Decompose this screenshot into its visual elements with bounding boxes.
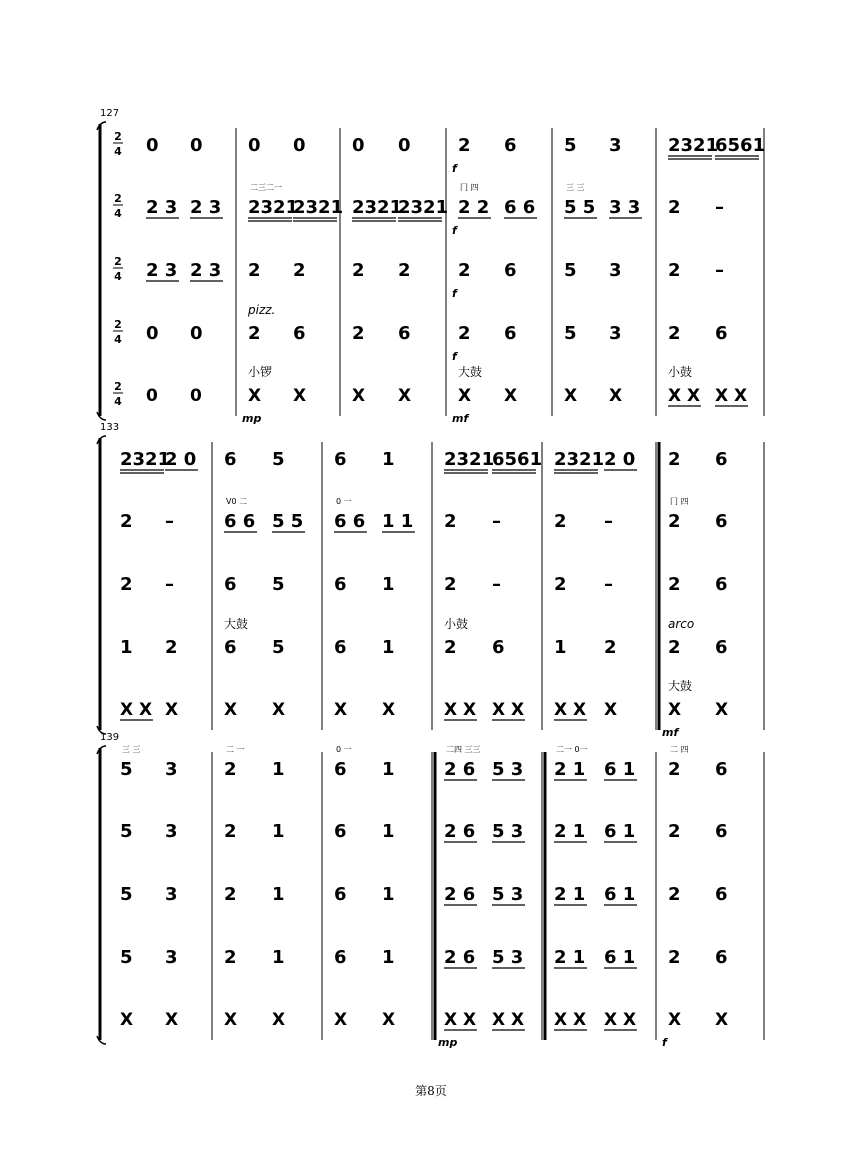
performance-text: 大鼓 [668, 679, 693, 693]
percussion-note: X [504, 386, 518, 406]
jianpu-note: – [715, 197, 724, 218]
jianpu-note: 5 [120, 947, 133, 968]
percussion-note: X [458, 386, 472, 406]
time-signature-top: 2 [114, 130, 122, 143]
jianpu-note: 1 [382, 449, 395, 470]
jianpu-note: 5 [120, 821, 133, 842]
percussion-note: X [248, 386, 262, 406]
jianpu-note: 6 [504, 135, 517, 156]
percussion-note: X [165, 700, 179, 720]
jianpu-note: 3 [609, 260, 622, 281]
time-signature-top: 2 [114, 192, 122, 205]
dynamic-mark: f [452, 350, 457, 363]
percussion-note: X [398, 386, 412, 406]
dynamic-mark: mf [452, 412, 469, 425]
jianpu-note: 2 [668, 947, 681, 968]
percussion-note: X X [492, 1010, 525, 1030]
jianpu-note: 1 [382, 574, 395, 595]
performance-text: 大鼓 [224, 617, 249, 631]
jianpu-note: 2321 [398, 197, 449, 218]
jianpu-note: 3 [165, 821, 178, 842]
dynamic-mark: f [452, 287, 457, 300]
time-signature-bottom: 4 [114, 333, 122, 346]
jianpu-note: 2 [248, 260, 261, 281]
jianpu-note: 2 6 [444, 821, 476, 842]
jianpu-note: 6 6 [224, 511, 256, 532]
fingering-mark: 二 一 [226, 745, 245, 754]
performance-text: 小锣 [248, 365, 273, 379]
jianpu-note: 6561 [492, 449, 543, 470]
dynamic-mark: mp [242, 412, 262, 425]
jianpu-note: 6 1 [604, 947, 636, 968]
dynamic-mark: f [452, 224, 457, 237]
fingering-mark: 0 一 [336, 745, 352, 754]
jianpu-note: 5 3 [492, 821, 524, 842]
jianpu-note: 2 [224, 821, 237, 842]
jianpu-note: 1 [272, 947, 285, 968]
jianpu-note: 2 1 [554, 821, 586, 842]
percussion-note: X X [715, 386, 748, 406]
percussion-note: X [382, 700, 396, 720]
jianpu-note: 6 [224, 574, 237, 595]
jianpu-note: 0 [293, 135, 306, 156]
jianpu-note: 5 [564, 135, 577, 156]
jianpu-note: 2 6 [444, 759, 476, 780]
jianpu-note: 2 [668, 197, 681, 218]
performance-text: arco [668, 617, 695, 631]
jianpu-note: 2 6 [444, 947, 476, 968]
jianpu-note: 1 [382, 821, 395, 842]
jianpu-note: 6 1 [604, 884, 636, 905]
jianpu-note: 0 [190, 323, 203, 344]
percussion-note: X [668, 700, 682, 720]
page-number: 第8页 [415, 1084, 447, 1098]
percussion-note: 0 [146, 386, 158, 406]
jianpu-note: – [165, 511, 174, 532]
jianpu-note: 5 [272, 637, 285, 658]
jianpu-note: 2 3 [190, 260, 222, 281]
jianpu-note: 2 [224, 884, 237, 905]
jianpu-note: 2 0 [165, 449, 197, 470]
jianpu-note: 5 5 [564, 197, 596, 218]
fingering-mark: 冂 四 [460, 183, 479, 192]
jianpu-note: 1 [272, 821, 285, 842]
percussion-note: X X [444, 700, 477, 720]
jianpu-note: 2 [554, 511, 567, 532]
jianpu-note: 3 3 [609, 197, 641, 218]
jianpu-note: 1 [382, 947, 395, 968]
measure-number: 127 [100, 108, 120, 119]
jianpu-note: 2 [120, 511, 133, 532]
jianpu-note: 6 [334, 947, 347, 968]
time-signature-top: 2 [114, 255, 122, 268]
percussion-note: X [715, 700, 729, 720]
fingering-mark: 二 四 [670, 745, 689, 754]
performance-text: pizz. [248, 303, 276, 317]
jianpu-note: 0 [248, 135, 261, 156]
jianpu-note: 2 1 [554, 947, 586, 968]
fingering-mark: 0 一 [336, 497, 352, 506]
jianpu-note: 6 [293, 323, 306, 344]
fingering-mark: 冂 四 [670, 497, 689, 506]
jianpu-note: 2321 [668, 135, 719, 156]
jianpu-note: 1 [120, 637, 133, 658]
fingering-mark: 二三二一 [250, 183, 282, 192]
jianpu-note: 6 [715, 821, 728, 842]
jianpu-note: 2 [668, 260, 681, 281]
jianpu-note: 2 [248, 323, 261, 344]
percussion-note: X [564, 386, 578, 406]
jianpu-note: – [604, 574, 613, 595]
jianpu-note: 6 [715, 637, 728, 658]
fingering-mark: 三 三 [122, 745, 141, 754]
fingering-mark: 二一 0一 [556, 745, 588, 754]
jianpu-note: 2 6 [444, 884, 476, 905]
dynamic-mark: mf [662, 726, 679, 739]
percussion-note: X [224, 700, 238, 720]
jianpu-note: 2 [668, 574, 681, 595]
jianpu-note: 2 [165, 637, 178, 658]
jianpu-note: 6 [224, 637, 237, 658]
jianpu-note: 2 3 [146, 260, 178, 281]
percussion-note: X X [444, 1010, 477, 1030]
percussion-note: X [609, 386, 623, 406]
percussion-note: X [604, 700, 618, 720]
fingering-mark: V0 二 [226, 497, 248, 506]
jianpu-note: – [604, 511, 613, 532]
jianpu-note: – [492, 574, 501, 595]
jianpu-note: 6 [334, 759, 347, 780]
percussion-note: X [293, 386, 307, 406]
jianpu-note: 6 [398, 323, 411, 344]
jianpu-note: 5 5 [272, 511, 304, 532]
jianpu-note: 2321 [444, 449, 495, 470]
jianpu-note: 6 [334, 821, 347, 842]
jianpu-note: 2 [398, 260, 411, 281]
percussion-note: X X [554, 1010, 587, 1030]
jianpu-note: 6 [715, 759, 728, 780]
jianpu-note: 1 [382, 759, 395, 780]
jianpu-note: 2 [668, 449, 681, 470]
jianpu-note: 6 [492, 637, 505, 658]
jianpu-note: 3 [165, 884, 178, 905]
jianpu-note: 5 3 [492, 884, 524, 905]
time-signature-bottom: 4 [114, 270, 122, 283]
jianpu-note: 2321 [352, 197, 403, 218]
jianpu-note: 1 [272, 884, 285, 905]
percussion-note: X X [120, 700, 153, 720]
jianpu-note: 5 [120, 759, 133, 780]
jianpu-note: 2 [458, 260, 471, 281]
time-signature-bottom: 4 [114, 145, 122, 158]
jianpu-note: 5 [120, 884, 133, 905]
jianpu-note: 6 6 [334, 511, 366, 532]
jianpu-note: 2 [668, 821, 681, 842]
jianpu-note: 6 6 [504, 197, 536, 218]
percussion-note: X [382, 1010, 396, 1030]
dynamic-mark: mp [438, 1036, 458, 1049]
jianpu-note: 2 3 [190, 197, 222, 218]
jianpu-note: 6 1 [604, 821, 636, 842]
jianpu-note: 2 [444, 637, 457, 658]
jianpu-note: 5 [564, 323, 577, 344]
jianpu-note: – [165, 574, 174, 595]
percussion-note: X [165, 1010, 179, 1030]
jianpu-note: 2 2 [458, 197, 490, 218]
percussion-note: X [668, 1010, 682, 1030]
jianpu-note: – [492, 511, 501, 532]
jianpu-note: 0 [146, 323, 159, 344]
jianpu-note: 2 [604, 637, 617, 658]
percussion-note: X X [604, 1010, 637, 1030]
jianpu-note: 6 [715, 449, 728, 470]
jianpu-note: 2 1 [554, 759, 586, 780]
percussion-note: X [120, 1010, 134, 1030]
jianpu-note: 2 [458, 135, 471, 156]
percussion-note: X [715, 1010, 729, 1030]
jianpu-note: 3 [609, 135, 622, 156]
jianpu-note: 5 [564, 260, 577, 281]
percussion-note: X [224, 1010, 238, 1030]
jianpu-note: 2 [668, 884, 681, 905]
jianpu-note: 6 [715, 511, 728, 532]
percussion-note: X [272, 1010, 286, 1030]
fingering-mark: 三 三 [566, 183, 585, 192]
jianpu-note: 6 [504, 260, 517, 281]
jianpu-note: 1 [272, 759, 285, 780]
jianpu-note: 6 [715, 323, 728, 344]
jianpu-note: 0 [190, 135, 203, 156]
jianpu-note: 2 3 [146, 197, 178, 218]
dynamic-mark: f [662, 1036, 667, 1049]
jianpu-note: 2 [668, 637, 681, 658]
jianpu-note: 3 [609, 323, 622, 344]
jianpu-note: 5 [272, 574, 285, 595]
percussion-note: X [334, 700, 348, 720]
jianpu-note: 0 [146, 135, 159, 156]
jianpu-note: 6 [504, 323, 517, 344]
jianpu-note: 2 [293, 260, 306, 281]
percussion-note: X [352, 386, 366, 406]
jianpu-note: 0 [398, 135, 411, 156]
jianpu-note: 6 [334, 884, 347, 905]
jianpu-note: 2321 [248, 197, 299, 218]
percussion-note: 0 [190, 386, 202, 406]
jianpu-note: 2 [458, 323, 471, 344]
jianpu-note: 2 1 [554, 884, 586, 905]
jianpu-note: 5 [272, 449, 285, 470]
jianpu-note: 6 [715, 884, 728, 905]
jianpu-note: 2 [668, 759, 681, 780]
jianpu-note: 2 0 [604, 449, 636, 470]
jianpu-note: 1 [382, 637, 395, 658]
jianpu-note: 2 [352, 260, 365, 281]
jianpu-note: 6 [715, 947, 728, 968]
jianpu-note: 1 [382, 884, 395, 905]
jianpu-note: 5 3 [492, 947, 524, 968]
percussion-note: X X [492, 700, 525, 720]
time-signature-top: 2 [114, 318, 122, 331]
jianpu-note: 3 [165, 947, 178, 968]
jianpu-note: 6 [334, 449, 347, 470]
jianpu-note: 2 [224, 759, 237, 780]
time-signature-bottom: 4 [114, 207, 122, 220]
jianpu-note: 2 [668, 511, 681, 532]
percussion-note: X X [668, 386, 701, 406]
time-signature-bottom: 4 [114, 395, 122, 408]
jianpu-note: 2 [224, 947, 237, 968]
jianpu-note: 6 [334, 574, 347, 595]
jianpu-note: 6561 [715, 135, 766, 156]
jianpu-note: 3 [165, 759, 178, 780]
jianpu-note: 6 [715, 574, 728, 595]
jianpu-note: 5 3 [492, 759, 524, 780]
jianpu-note: 0 [352, 135, 365, 156]
percussion-note: X [272, 700, 286, 720]
jianpu-note: 2 [444, 574, 457, 595]
jianpu-note: 1 1 [382, 511, 414, 532]
performance-text: 大鼓 [458, 365, 483, 379]
percussion-note: X X [554, 700, 587, 720]
jianpu-note: 2321 [554, 449, 605, 470]
jianpu-note: 2 [352, 323, 365, 344]
jianpu-note: 1 [554, 637, 567, 658]
jianpu-note: 6 [224, 449, 237, 470]
measure-number: 133 [100, 422, 120, 433]
jianpu-note: – [715, 260, 724, 281]
measure-number: 139 [100, 732, 120, 743]
jianpu-note: 2321 [293, 197, 344, 218]
performance-text: 小鼓 [444, 617, 469, 631]
jianpu-note: 2321 [120, 449, 171, 470]
time-signature-top: 2 [114, 380, 122, 393]
percussion-note: X [334, 1010, 348, 1030]
jianpu-note: 6 1 [604, 759, 636, 780]
jianpu-note: 2 [444, 511, 457, 532]
jianpu-note: 6 [334, 637, 347, 658]
performance-text: 小鼓 [668, 365, 693, 379]
fingering-mark: 二四 三三 [446, 745, 481, 754]
dynamic-mark: f [452, 162, 457, 175]
jianpu-note: 2 [668, 323, 681, 344]
jianpu-note: 2 [120, 574, 133, 595]
jianpu-note: 2 [554, 574, 567, 595]
